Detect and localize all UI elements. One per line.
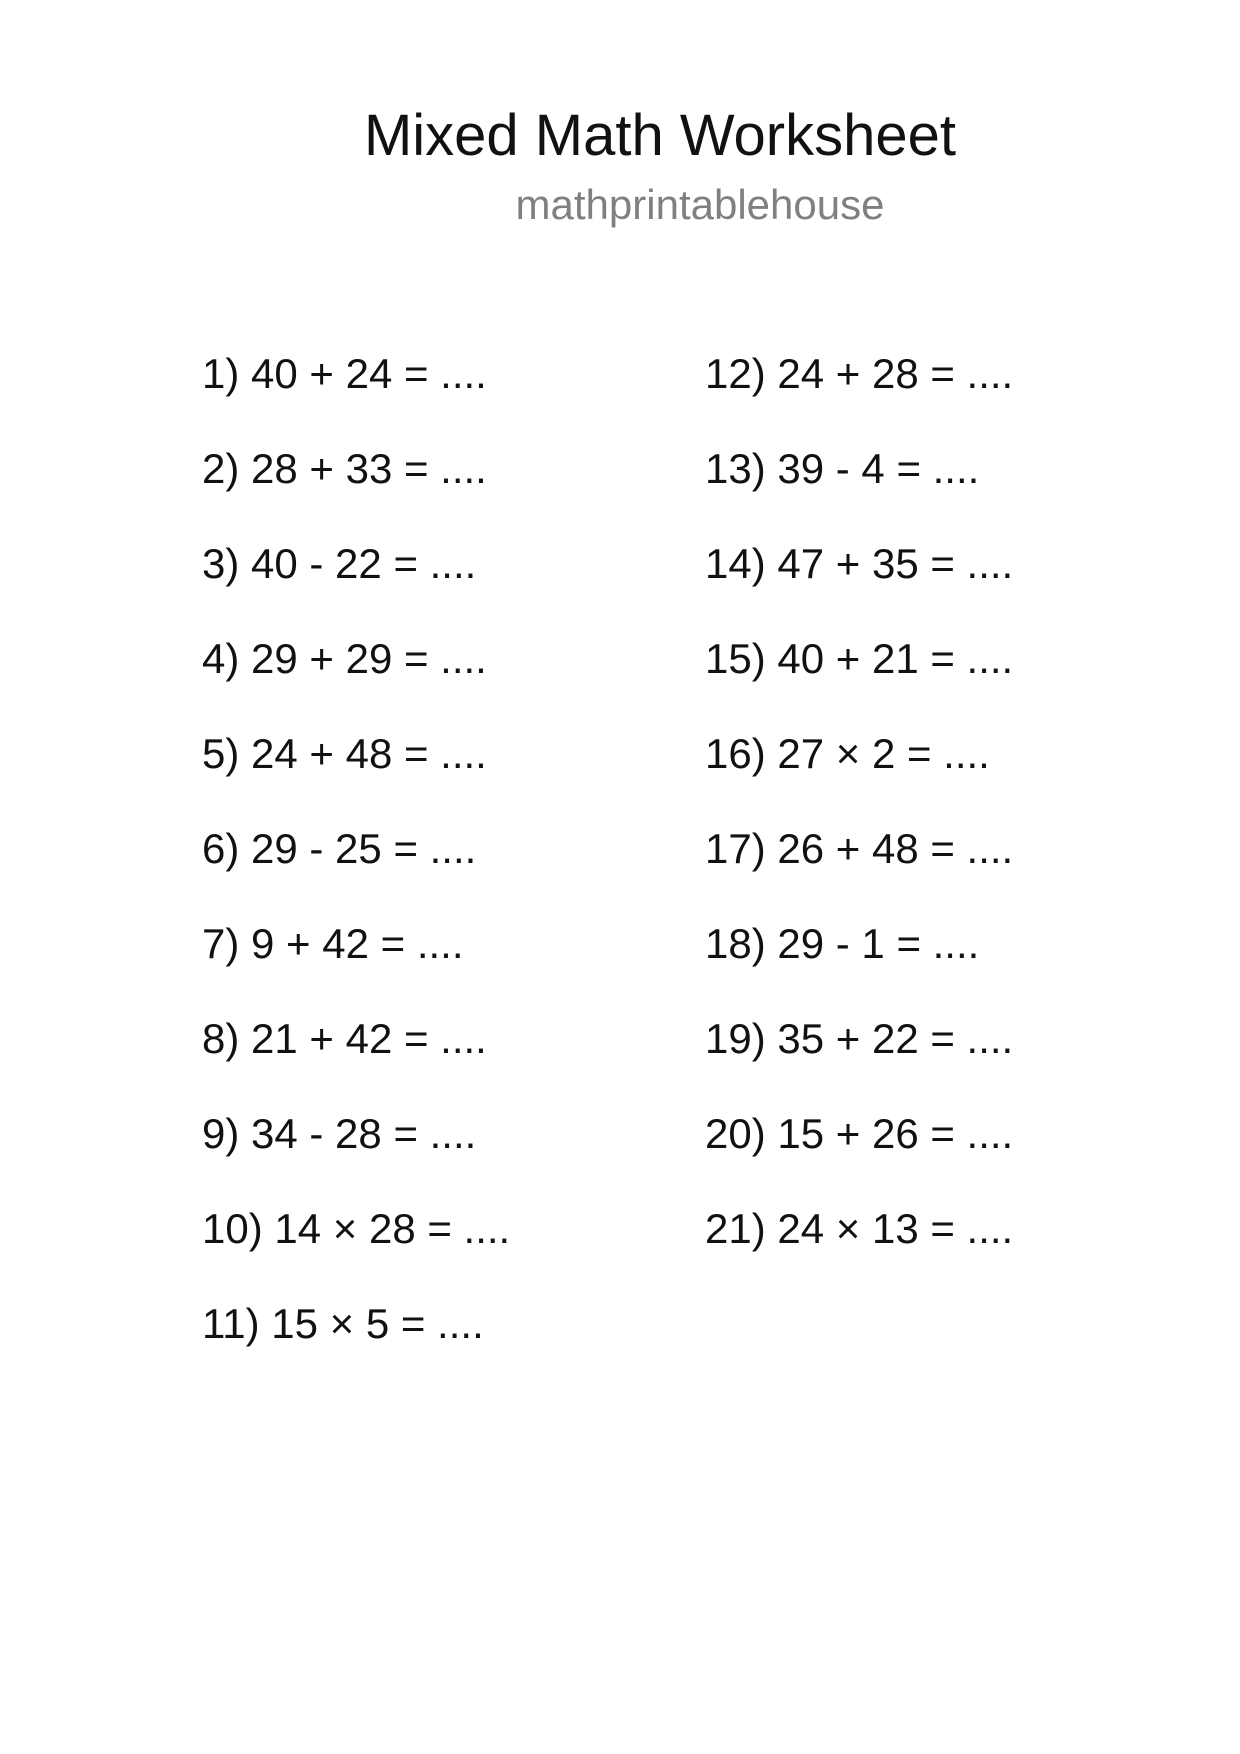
problem-item: 20) 15 + 26 = .... xyxy=(705,1110,1014,1157)
problem-item: 11) 15 × 5 = .... xyxy=(202,1300,484,1347)
problem-item: 7) 9 + 42 = .... xyxy=(202,920,464,967)
problem-item: 2) 28 + 33 = .... xyxy=(202,445,487,492)
problem-item: 5) 24 + 48 = .... xyxy=(202,730,487,777)
problem-item: 6) 29 - 25 = .... xyxy=(202,825,477,872)
problem-item: 13) 39 - 4 = .... xyxy=(705,445,980,492)
worksheet-title: Mixed Math Worksheet xyxy=(363,103,957,168)
problem-item: 3) 40 - 22 = .... xyxy=(202,540,477,587)
problem-item: 9) 34 - 28 = .... xyxy=(202,1110,477,1157)
problem-item: 21) 24 × 13 = .... xyxy=(705,1205,1014,1252)
worksheet-subtitle: mathprintablehouse xyxy=(515,181,885,228)
problem-item: 4) 29 + 29 = .... xyxy=(202,635,487,682)
problem-item: 8) 21 + 42 = .... xyxy=(202,1015,487,1062)
problem-item: 12) 24 + 28 = .... xyxy=(705,350,1014,397)
problem-item: 15) 40 + 21 = .... xyxy=(705,635,1014,682)
problem-item: 14) 47 + 35 = .... xyxy=(705,540,1014,587)
problem-item: 18) 29 - 1 = .... xyxy=(705,920,980,967)
problem-item: 17) 26 + 48 = .... xyxy=(705,825,1014,872)
problem-item: 10) 14 × 28 = .... xyxy=(202,1205,511,1252)
problem-item: 1) 40 + 24 = .... xyxy=(202,350,487,397)
problem-item: 19) 35 + 22 = .... xyxy=(705,1015,1014,1062)
problem-item: 16) 27 × 2 = .... xyxy=(705,730,990,777)
